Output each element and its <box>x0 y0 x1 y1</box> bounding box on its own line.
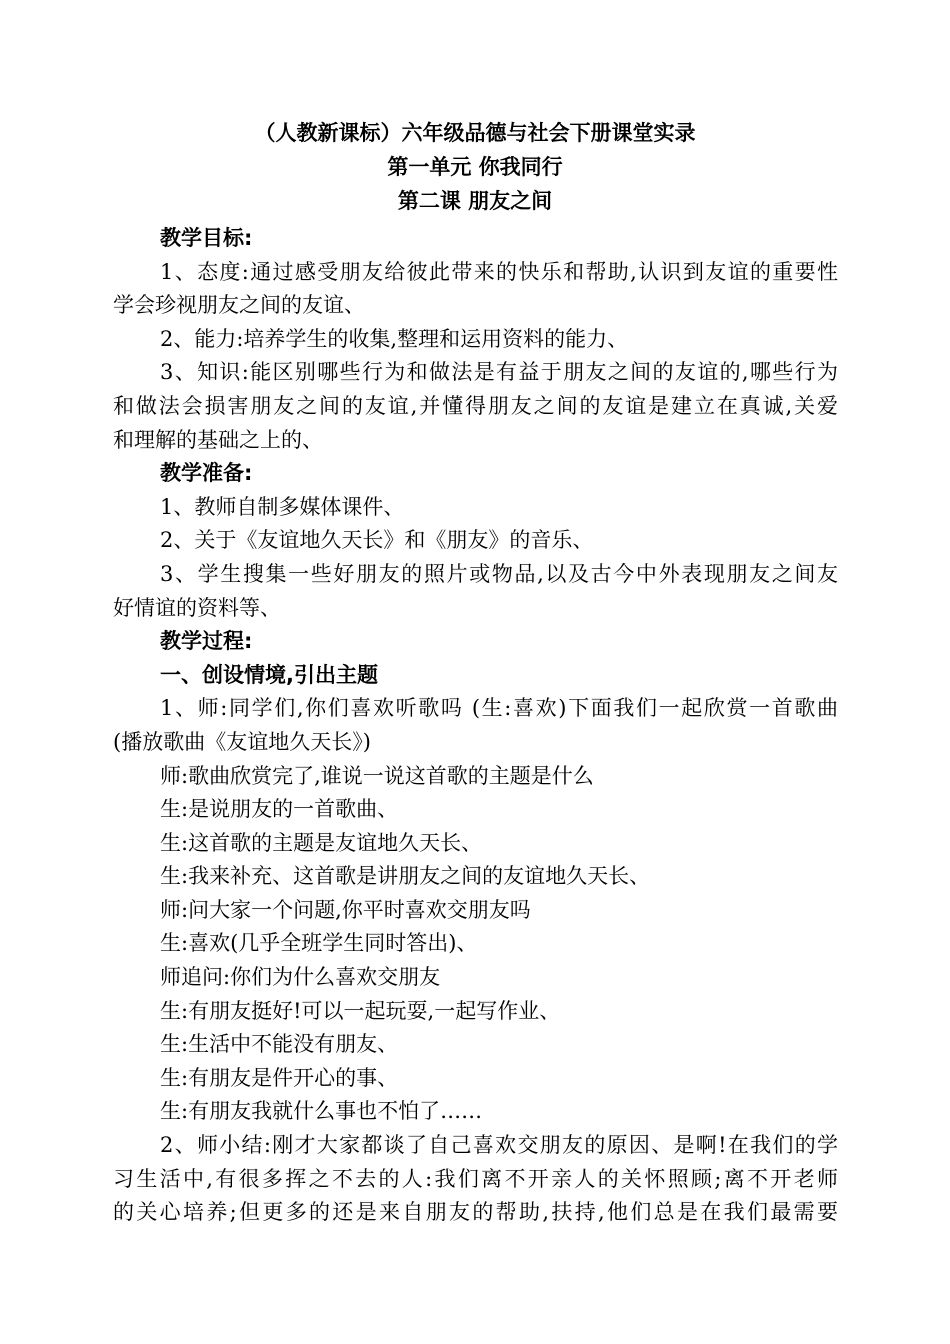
lesson-title: 第二课 朋友之间 <box>397 189 553 213</box>
section-heading-preparation: 教学准备: <box>160 461 253 486</box>
paragraph-line: 3、知识:能区别哪些行为和做法是有益于朋友之间的友谊的,哪些行为 <box>160 360 838 385</box>
dialogue-line: 生:有朋友挺好!可以一起玩耍,一起写作业、 <box>160 998 561 1023</box>
unit-title: 第一单元 你我同行 <box>387 155 563 179</box>
section-heading-objectives: 教学目标: <box>160 226 253 250</box>
dialogue-line: 生:这首歌的主题是友谊地久天长、 <box>160 830 483 855</box>
section-heading-process: 教学过程: <box>160 629 253 654</box>
dialogue-line: 生:是说朋友的一首歌曲、 <box>160 797 399 822</box>
dialogue-line: 师追问:你们为什么喜欢交朋友 <box>160 965 441 990</box>
paragraph-line: 2、关于《友谊地久天长》和《朋友》的音乐、 <box>160 528 594 553</box>
subsection-heading: 一、创设情境,引出主题 <box>160 662 378 687</box>
paragraph-line: 2、能力:培养学生的收集,整理和运用资料的能力、 <box>160 326 629 351</box>
paragraph-line: 和做法会损害朋友之间的友谊,并懂得朋友之间的友谊是建立在真诚,关爱 <box>113 393 838 418</box>
dialogue-line: 生:有朋友我就什么事也不怕了…… <box>160 1099 483 1124</box>
paragraph-line: 1、态度:通过感受朋友给彼此带来的快乐和帮助,认识到友谊的重要性 <box>160 259 838 284</box>
paragraph-line: 和理解的基础之上的、 <box>113 427 323 452</box>
paragraph-line: 1、教师自制多媒体课件、 <box>160 494 405 519</box>
paragraph-line: 2、师小结:刚才大家都谈了自己喜欢交朋友的原因、是啊!在我们的学 <box>160 1133 838 1158</box>
document-body <box>113 222 838 1230</box>
dialogue-line: 生:有朋友是件开心的事、 <box>160 1065 399 1090</box>
dialogue-line: 师:问大家一个问题,你平时喜欢交朋友吗 <box>160 897 531 922</box>
paragraph-line: 的关心培养;但更多的还是来自朋友的帮助,扶持,他们总是在我们最需要 <box>113 1200 838 1225</box>
paragraph-line: 好情谊的资料等、 <box>113 595 281 620</box>
paragraph-line: 习生活中,有很多挥之不去的人:我们离不开亲人的关怀照顾;离不开老师 <box>113 1166 838 1191</box>
dialogue-line: 生:生活中不能没有朋友、 <box>160 1032 399 1057</box>
paragraph-line: 3、学生搜集一些好朋友的照片或物品,以及古今中外表现朋友之间友 <box>160 561 838 586</box>
paragraph-line: (播放歌曲《友谊地久天长》) <box>113 729 371 754</box>
paragraph-line: 1、师:同学们,你们喜欢听歌吗 (生:喜欢)下面我们一起欣赏一首歌曲 <box>160 696 838 721</box>
document-title: （人教新课标）六年级品德与社会下册课堂实录 <box>254 121 696 145</box>
dialogue-line: 生:喜欢(几乎全班学生同时答出)、 <box>160 931 478 956</box>
dialogue-line: 师:歌曲欣赏完了,谁说一说这首歌的主题是什么 <box>160 763 594 788</box>
dialogue-line: 生:我来补充、这首歌是讲朋友之间的友谊地久天长、 <box>160 864 651 889</box>
paragraph-line: 学会珍视朋友之间的友谊、 <box>113 293 365 318</box>
